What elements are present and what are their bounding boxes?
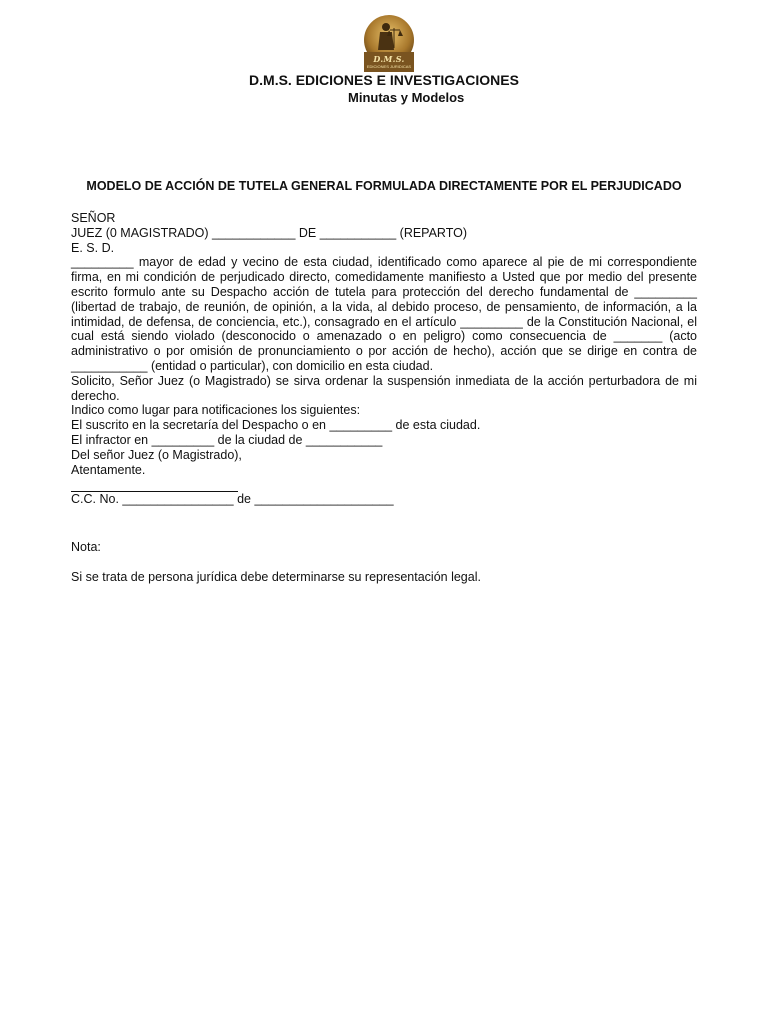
logo-subtext: EDICIONES JURIDICAS [366, 64, 412, 69]
notification-suscrito: El suscrito en la secretaría del Despacho o en _________ de esta ciudad. [71, 418, 481, 433]
note-text: Si se trata de persona jurídica debe determinarse su representación legal. [71, 570, 481, 584]
addressee: JUEZ (0 MAGISTRADO) ____________ DE ___________ (REPARTO) [71, 225, 468, 240]
body-paragraph-main: _________ mayor de edad y vecino de esta ciudad, identificado como aparece al pie de mi correspondiente firma, en mi condición de perjudicado directo, comedidamente manifiesto a Usted que por medio del presente escrito formulo ante su Despacho acción de tutela para protección del derecho fundamental de _________ (libertad de trabajo, de reunión, de opinión, a la vida, al debido proceso, de pensamiento, de información, a la intimidad, de defensa, de conciencia, etc.), consagrado en el artículo _________ de la Constitución Nacional, el cual está siendo violado (desconocido o amenazado o en peligro) como consecuencia de _______ (acto administrativo o por omisión de pronunciamiento o por acción de hecho), acción que se dirige en contra de ___________ (entidad o particular), con domicilio en esta ciudad. [71, 255, 697, 373]
closing-atentamente: Atentamente. [71, 462, 146, 477]
closing-greeting: Del señor Juez (o Magistrado), [71, 447, 242, 462]
salutation: SEÑOR [71, 211, 116, 225]
cc-line: C.C. No. ________________ de ____________________ [71, 492, 394, 507]
document-title: MODELO DE ACCIÓN DE TUTELA GENERAL FORMULADA DIRECTAMENTE POR EL PERJUDICADO [86, 179, 682, 193]
document-subtitle: Minutas y Modelos [348, 90, 465, 105]
signature-line-row [71, 477, 697, 492]
notifications-intro: Indico como lugar para notificaciones los siguientes: [71, 403, 361, 418]
body-paragraph-request: Solicito, Señor Juez (o Magistrado) se sirva ordenar la suspensión inmediata de la acción perturbadora de mi derecho. [71, 373, 697, 403]
company-name: D.M.S. EDICIONES E INVESTIGACIONES [249, 72, 519, 88]
esd-line: E. S. D. [71, 240, 115, 255]
note-label: Nota: [71, 540, 101, 554]
document-body [71, 211, 697, 507]
logo-text: D.M.S. [373, 54, 405, 64]
notification-infractor: El infractor en _________ de la ciudad de ___________ [71, 432, 383, 447]
signature-line [71, 478, 238, 492]
